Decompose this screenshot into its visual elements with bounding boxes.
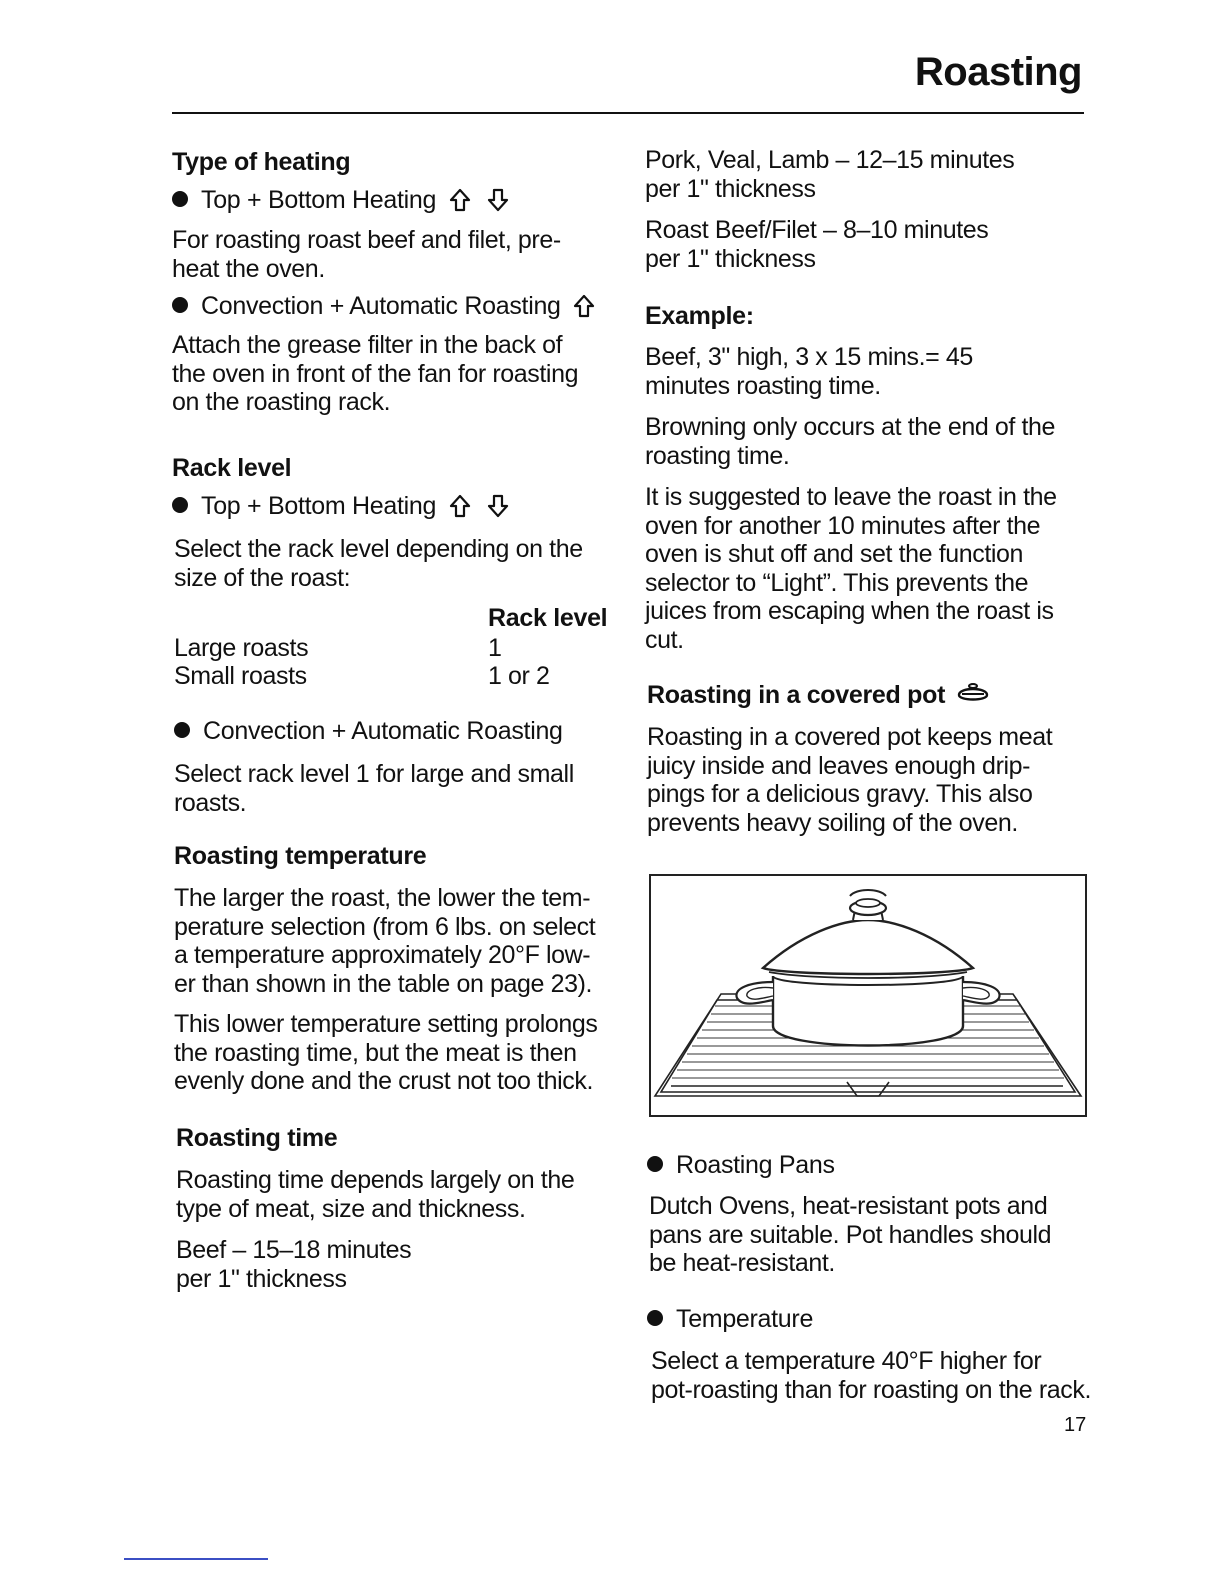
illustration-pot-on-rack: [649, 874, 1087, 1117]
row-label: Small roasts: [174, 662, 307, 690]
table-row-value: 1: [488, 634, 502, 662]
arrow-up-icon: [449, 187, 471, 213]
arrow-up-icon: [449, 493, 471, 519]
bullet-convection: [172, 292, 595, 321]
bullet-label: Temperature: [676, 1305, 814, 1333]
bullet-icon: [647, 1310, 663, 1326]
text-line: per 1" thickness: [645, 244, 816, 273]
page-number: 17: [1064, 1414, 1087, 1436]
bullet-temperature: [647, 1305, 813, 1334]
paragraph: [645, 413, 1055, 470]
heading-rack-level: Rack level: [172, 454, 292, 482]
footer-line: [124, 1558, 268, 1560]
heading-covered-pot: [647, 681, 990, 710]
page-title: Roasting: [914, 50, 1082, 94]
paragraph: [174, 884, 595, 998]
text-line: Browning only occurs at the end of the: [645, 413, 1056, 441]
text-line: perature selection (from 6 lbs. on select: [174, 912, 596, 941]
text-line: juices from escaping when the roast is: [645, 597, 1054, 625]
paragraph: [645, 216, 988, 273]
text-line: er than shown in the table on page 23).: [174, 969, 593, 998]
text-line: Roasting in a covered pot keeps meat: [647, 723, 1053, 751]
paragraph: [649, 1192, 1051, 1278]
rack-level-column-header: Rack level: [488, 604, 608, 632]
bullet-label: Top + Bottom Heating: [201, 186, 437, 214]
row-label: Large roasts: [174, 634, 309, 662]
text-line: Roast Beef/Filet – 8–10 minutes: [645, 216, 989, 244]
arrow-up-icon: [573, 293, 595, 319]
bullet-label: Top + Bottom Heating: [201, 492, 437, 520]
table-row: [174, 662, 307, 691]
bullet-icon: [172, 297, 188, 313]
text-line: Beef, 3" high, 3 x 15 mins.= 45: [645, 343, 973, 371]
text-line: per 1" thickness: [645, 174, 816, 203]
text-line: Select a temperature 40°F higher for: [651, 1347, 1042, 1375]
text-line: pans are suitable. Pot handles should: [649, 1220, 1052, 1249]
text-line: evenly done and the crust not too thick.: [174, 1067, 593, 1095]
arrow-down-icon: [487, 493, 509, 519]
bullet-label: Roasting Pans: [676, 1151, 835, 1179]
heading-roasting-time: Roasting time: [176, 1124, 338, 1152]
table-row-value: 1 or 2: [488, 662, 550, 690]
text-line: roasts.: [174, 788, 247, 817]
text-line: This lower temperature setting prolongs: [174, 1010, 598, 1038]
paragraph: [647, 723, 1052, 837]
bullet-convection: [174, 717, 563, 746]
text-line: oven for another 10 minutes after the: [645, 511, 1041, 540]
paragraph: [176, 1236, 411, 1293]
paragraph: [174, 760, 574, 817]
bullet-label: Convection + Automatic Roasting: [201, 292, 561, 320]
text-line: Select the rack level depending on the: [174, 535, 583, 563]
text-line: heat the oven.: [172, 254, 325, 283]
text-line: type of meat, size and thickness.: [176, 1194, 526, 1223]
text-line: the oven in front of the fan for roasting: [172, 359, 579, 388]
text-line: size of the roast:: [174, 563, 351, 592]
paragraph: [645, 343, 973, 400]
text-line: Dutch Ovens, heat-resistant pots and: [649, 1192, 1048, 1220]
text-line: The larger the roast, the lower the tem-: [174, 884, 591, 912]
text-line: Pork, Veal, Lamb – 12–15 minutes: [645, 146, 1015, 174]
text-line: per 1" thickness: [176, 1264, 347, 1293]
text-line: selector to “Light”. This prevents the: [645, 568, 1029, 597]
bullet-icon: [172, 497, 188, 513]
text-line: juicy inside and leaves enough drip-: [647, 751, 1031, 780]
arrow-down-icon: [487, 187, 509, 213]
text-line: pings for a delicious gravy. This also: [647, 780, 1033, 808]
text-line: a temperature approximately 20°F low-: [174, 941, 591, 969]
text-line: Select rack level 1 for large and small: [174, 760, 574, 788]
heading-text: Roasting in a covered pot: [647, 681, 946, 709]
paragraph: [645, 483, 1057, 654]
bullet-icon: [647, 1156, 663, 1172]
bullet-top-bottom-heating: [172, 492, 509, 521]
paragraph: [651, 1347, 1091, 1404]
text-line: Beef – 15–18 minutes: [176, 1236, 412, 1264]
bullet-icon: [172, 191, 188, 207]
header-rule: [172, 112, 1084, 114]
paragraph: [172, 331, 578, 417]
text-line: roasting time.: [645, 441, 790, 470]
text-line: It is suggested to leave the roast in the: [645, 483, 1057, 511]
heading-example: Example:: [645, 302, 754, 330]
paragraph: [174, 535, 583, 592]
bullet-icon: [174, 722, 190, 738]
paragraph: [176, 1166, 574, 1223]
pot-on-rack-drawing: [651, 876, 1085, 1115]
text-line: prevents heavy soiling of the oven.: [647, 808, 1018, 837]
heading-roasting-temperature: Roasting temperature: [174, 842, 427, 870]
paragraph: [645, 146, 1014, 203]
text-line: Roasting time depends largely on the: [176, 1166, 575, 1194]
text-line: cut.: [645, 625, 684, 654]
text-line: Attach the grease filter in the back of: [172, 331, 563, 359]
text-line: pot-roasting than for roasting on the rack.: [651, 1375, 1092, 1404]
covered-pot-icon: [956, 681, 990, 705]
bullet-roasting-pans: [647, 1151, 835, 1180]
paragraph: [172, 226, 561, 283]
text-line: oven is shut off and set the function: [645, 540, 1024, 568]
text-line: minutes roasting time.: [645, 371, 881, 400]
text-line: For roasting roast beef and filet, pre-: [172, 226, 561, 254]
paragraph: [174, 1010, 598, 1096]
text-line: on the roasting rack.: [172, 388, 391, 416]
table-row: [174, 634, 308, 663]
text-line: the roasting time, but the meat is then: [174, 1038, 577, 1067]
text-line: be heat-resistant.: [649, 1249, 835, 1277]
bullet-label: Convection + Automatic Roasting: [203, 717, 563, 745]
bullet-top-bottom-heating: [172, 186, 509, 215]
heading-type-of-heating: Type of heating: [172, 148, 351, 176]
